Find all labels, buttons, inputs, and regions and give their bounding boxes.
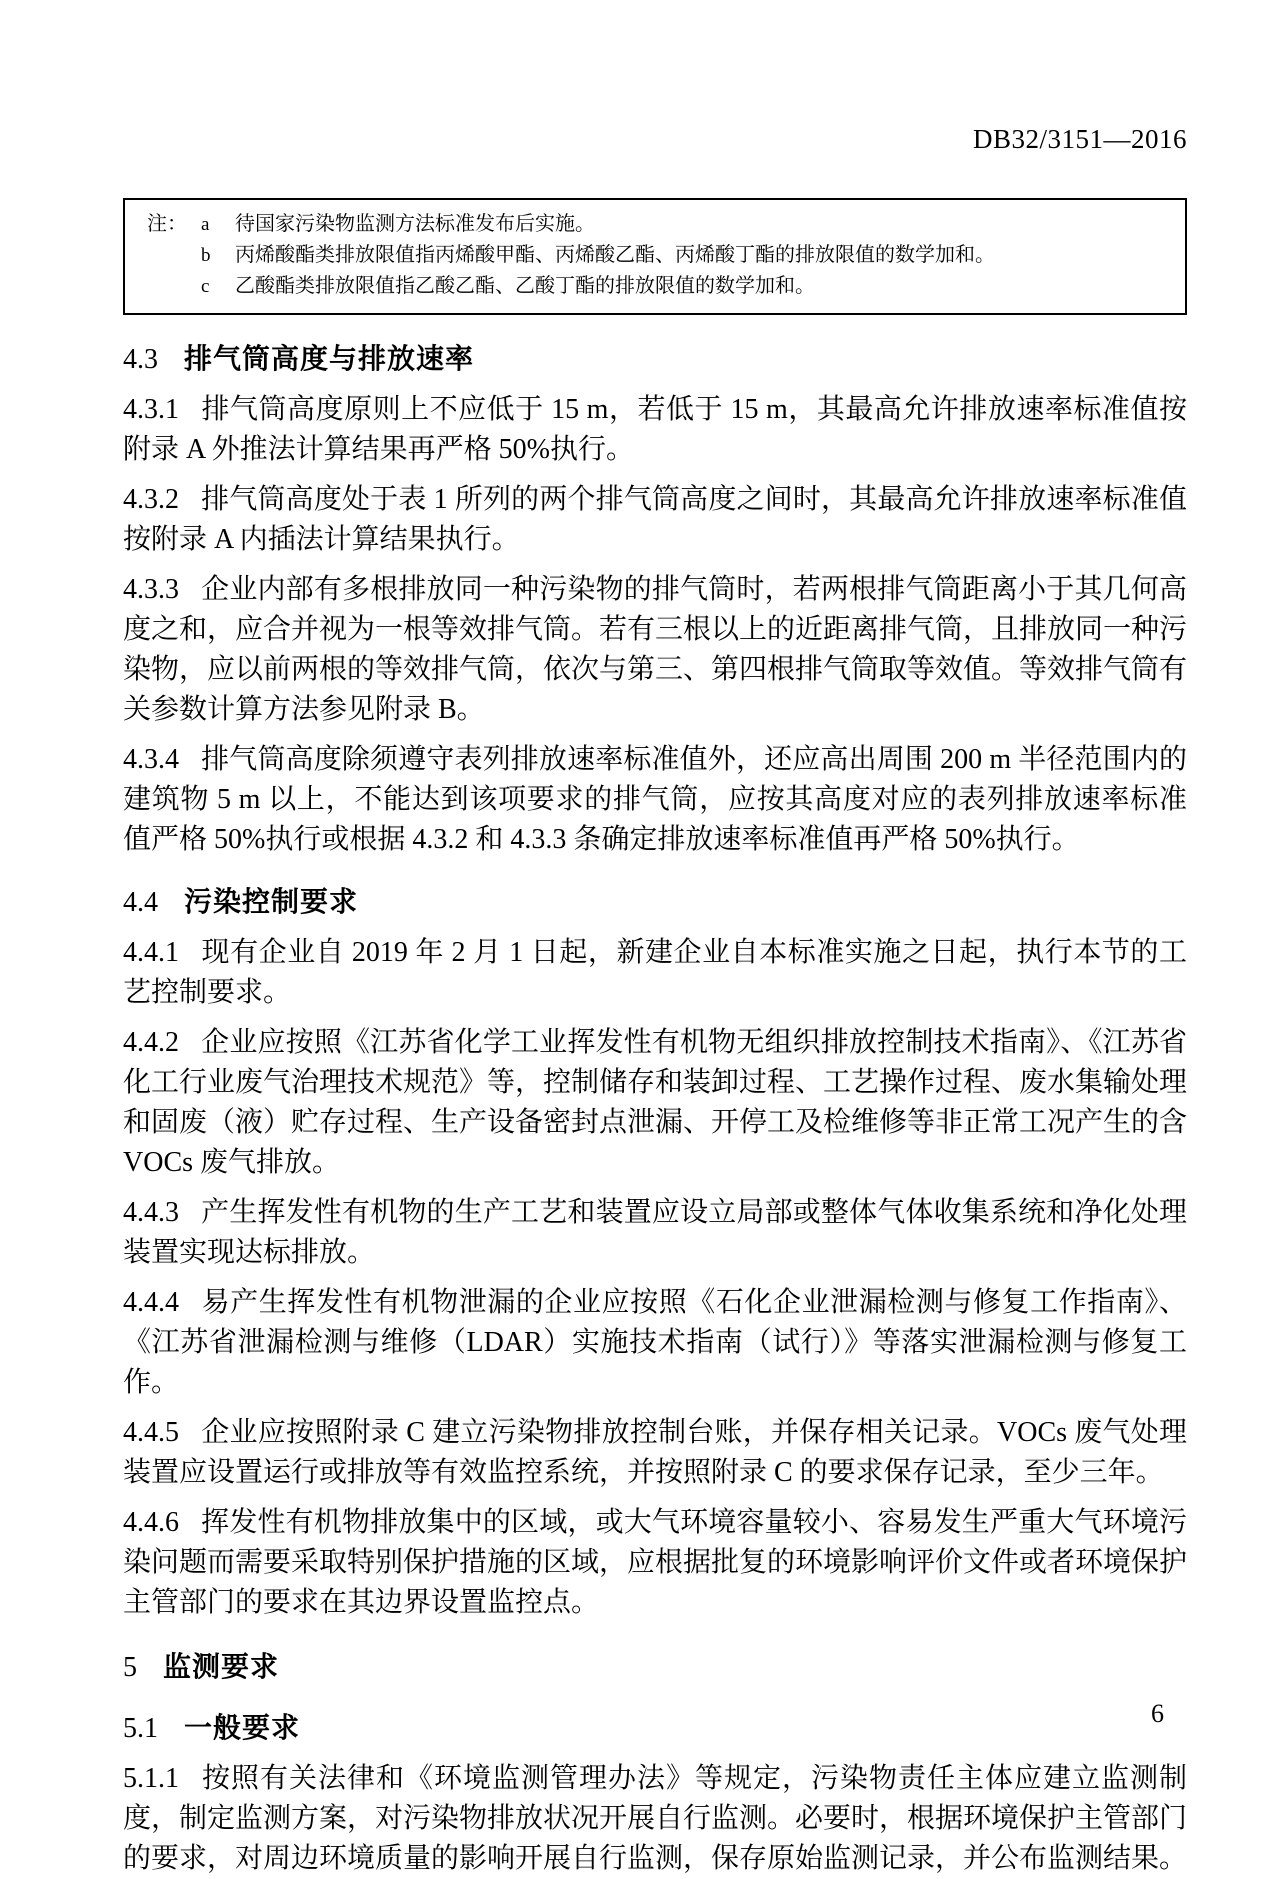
section-heading-5-1	[123, 1708, 1187, 1749]
paragraph-number: 4.4.1	[123, 937, 179, 968]
paragraph-number: 4.4.2	[123, 1027, 179, 1058]
paragraph-4-3-3	[123, 570, 1187, 730]
section-number: 5	[123, 1652, 137, 1683]
paragraph-text: 按照有关法律和《环境监测管理办法》等规定，污染物责任主体应建立监测制度，制定监测方案，对污染物排放状况开展自行监测。必要时，根据环境保护主管部门的要求，对周边环境质量的影响开展自行监测，保存原始监测记录，并公布监测结果。	[123, 1763, 1188, 1874]
note-row-a	[147, 209, 1165, 240]
chapter-heading-5	[123, 1647, 1187, 1688]
paragraph-number: 4.4.4	[123, 1287, 179, 1318]
paragraph-4-4-1	[123, 933, 1187, 1013]
paragraph-5-1-1	[123, 1759, 1187, 1879]
paragraph-4-4-6	[123, 1503, 1187, 1623]
note-text-b: 丙烯酸酯类排放限值指丙烯酸甲酯、丙烯酸乙酯、丙烯酸丁酯的排放限值的数学加和。	[235, 244, 995, 266]
paragraph-number: 4.4.5	[123, 1417, 179, 1448]
section-number: 5.1	[123, 1713, 158, 1744]
notes-label: 注：	[147, 213, 187, 235]
section-title: 监测要求	[163, 1651, 280, 1682]
paragraph-4-3-2	[123, 480, 1187, 560]
note-row-b	[147, 240, 1165, 271]
section-heading-4-3	[123, 339, 1187, 380]
paragraph-text: 排气筒高度处于表 1 所列的两个排气筒高度之间时，其最高允许排放速率标准值按附录 A 内插法计算结果执行。	[123, 484, 1187, 555]
paragraph-text: 企业内部有多根排放同一种污染物的排气筒时，若两根排气筒距离小于其几何高度之和，应合并视为一根等效排气筒。若有三根以上的近距离排气筒，且排放同一种污染物，应以前两根的等效排气筒，依次与第三、第四根排气筒取等效值。等效排气筒有关参数计算方法参见附录 B。	[123, 574, 1188, 725]
table-notes-box	[123, 198, 1187, 315]
paragraph-text: 排气筒高度除须遵守表列排放速率标准值外，还应高出周围 200 m 半径范围内的建筑物 5 m 以上，不能达到该项要求的排气筒，应按其高度对应的表列排放速率标准值严格 50%执行或根据 4.3.2 和 4.3.3 条确定排放速率标准值再严格 50%执行。	[123, 744, 1187, 855]
section-number: 4.4	[123, 887, 158, 918]
section-heading-4-4	[123, 882, 1187, 923]
paragraph-number: 4.3.4	[123, 744, 179, 775]
paragraph-text: 现有企业自 2019 年 2 月 1 日起，新建企业自本标准实施之日起，执行本节的工艺控制要求。	[123, 937, 1187, 1008]
paragraph-4-4-3	[123, 1193, 1187, 1273]
document-body	[123, 198, 1187, 1879]
paragraph-4-4-4	[123, 1283, 1187, 1403]
paragraph-text: 企业应按照《江苏省化学工业挥发性有机物无组织排放控制技术指南》、《江苏省化工行业废气治理技术规范》等，控制储存和装卸过程、工艺操作过程、废水集输处理和固废（液）贮存过程、生产设备密封点泄漏、开停工及检维修等非正常工况产生的含 VOCs 废气排放。	[123, 1027, 1188, 1178]
paragraph-text: 挥发性有机物排放集中的区域，或大气环境容量较小、容易发生严重大气环境污染问题而需要采取特别保护措施的区域，应根据批复的环境影响评价文件或者环境保护主管部门的要求在其边界设置监控点。	[123, 1507, 1188, 1618]
paragraph-number: 4.3.3	[123, 574, 179, 605]
paragraph-text: 企业应按照附录 C 建立污染物排放控制台账，并保存相关记录。VOCs 废气处理装置应设置运行或排放等有效监控系统，并按照附录 C 的要求保存记录，至少三年。	[123, 1417, 1187, 1488]
note-text-c: 乙酸酯类排放限值指乙酸乙酯、乙酸丁酯的排放限值的数学加和。	[235, 275, 815, 297]
standard-code-header: DB32/3151—2016	[972, 124, 1187, 154]
paragraph-4-3-4	[123, 740, 1187, 860]
paragraph-number: 4.4.3	[123, 1197, 179, 1228]
paragraph-number: 4.4.6	[123, 1507, 179, 1538]
paragraph-text: 产生挥发性有机物的生产工艺和装置应设立局部或整体气体收集系统和净化处理装置实现达标排放。	[123, 1197, 1187, 1268]
section-title: 污染控制要求	[184, 886, 359, 917]
note-key-c: c	[201, 276, 210, 297]
paragraph-number: 5.1.1	[123, 1763, 179, 1794]
note-row-c	[147, 271, 1165, 302]
paragraph-text: 排气筒高度原则上不应低于 15 m，若低于 15 m，其最高允许排放速率标准值按附录 A 外推法计算结果再严格 50%执行。	[123, 394, 1187, 465]
page-number: 6	[1151, 1699, 1164, 1728]
section-title: 一般要求	[184, 1712, 301, 1743]
section-number: 4.3	[123, 344, 158, 375]
paragraph-text: 易产生挥发性有机物泄漏的企业应按照《石化企业泄漏检测与修复工作指南》、《江苏省泄漏检测与维修（LDAR）实施技术指南（试行）》等落实泄漏检测与修复工作。	[123, 1287, 1187, 1398]
paragraph-number: 4.3.2	[123, 484, 179, 515]
note-text-a: 待国家污染物监测方法标准发布后实施。	[235, 213, 595, 235]
paragraph-4-4-2	[123, 1023, 1187, 1183]
paragraph-number: 4.3.1	[123, 394, 179, 425]
note-key-b: b	[201, 245, 211, 266]
section-title: 排气筒高度与排放速率	[184, 343, 475, 374]
paragraph-4-3-1	[123, 390, 1187, 470]
note-key-a: a	[201, 214, 210, 235]
paragraph-4-4-5	[123, 1413, 1187, 1493]
